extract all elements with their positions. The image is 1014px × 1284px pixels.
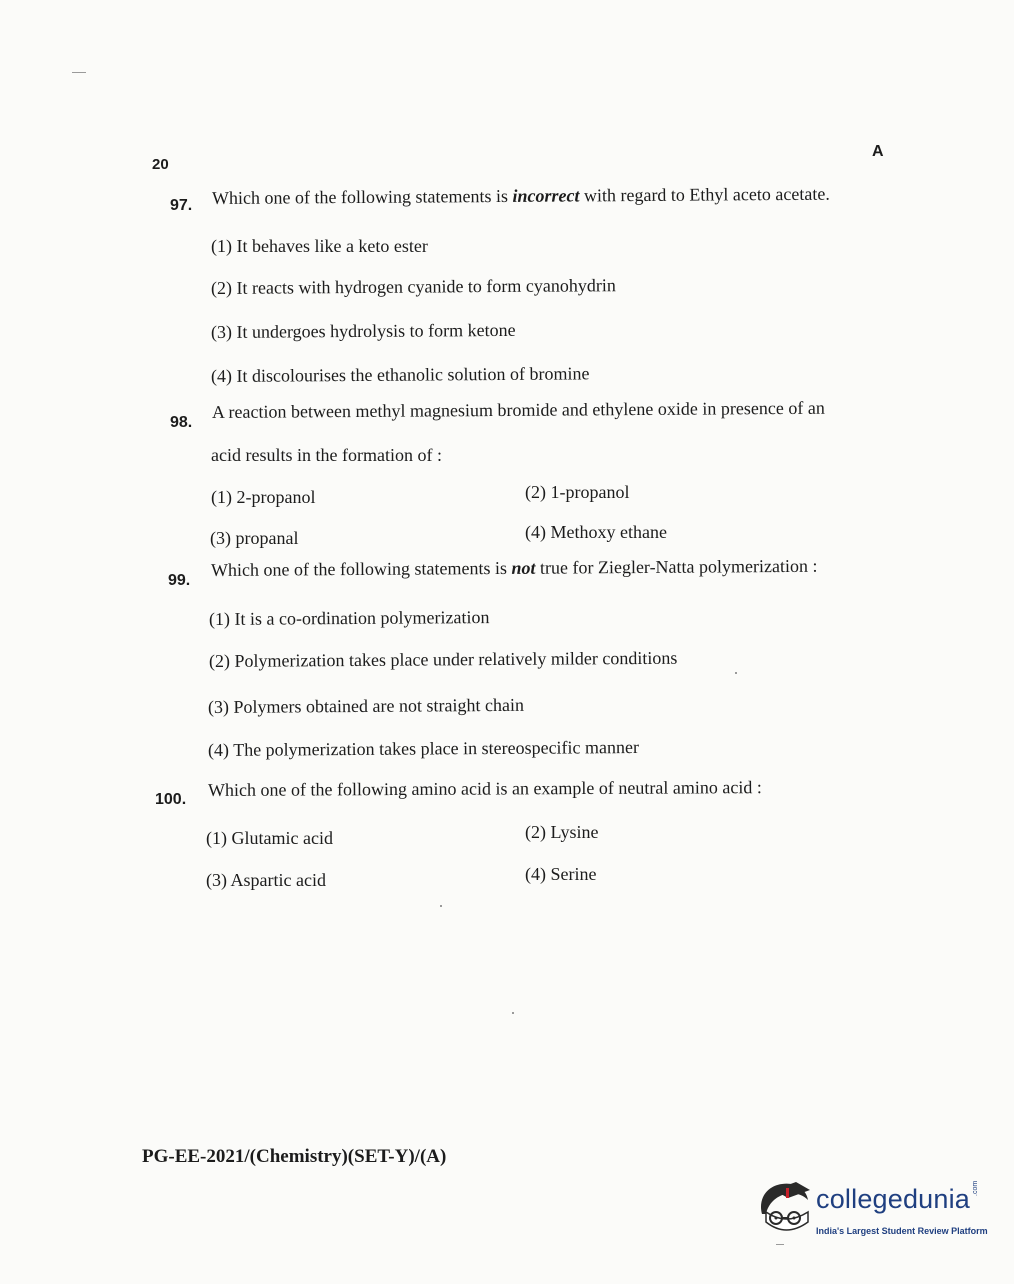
option-98-4: (4) Methoxy ethane [525,522,667,542]
page-number: 20 [152,156,169,173]
option-100-4: (4) Serine [525,864,597,884]
option-97-2: (2) It reacts with hydrogen cyanide to form cyanohydrin [210,275,616,298]
question-text-part: with regard to Ethyl aceto acetate. [579,183,830,206]
option-99-3: (3) Polymers obtained are not straight chain [207,694,524,717]
brand-wordmark: collegedunia [816,1184,971,1214]
option-99-4: (4) The polymerization takes place in stereospecific manner [207,736,640,760]
option-97-3: (3) It undergoes hydrolysis to form ketone [210,319,516,342]
question-emphasis: not [511,557,536,578]
scan-speck [440,905,442,907]
option-99-2: (2) Polymerization takes place under relatively milder conditions [208,647,678,671]
question-number-99: 99. [168,572,191,589]
question-number-97: 97. [170,197,193,214]
option-97-4: (4) It discolourises the ethanolic solution of bromine [210,363,590,386]
brand-tagline: India's Largest Student Review Platform [816,1226,988,1236]
question-emphasis: incorrect [512,185,580,206]
mascot-icon [756,1178,814,1240]
scan-mark [72,72,86,73]
question-text-100: Which one of the following amino acid is an example of neutral amino acid : [207,777,762,800]
question-text-part: Which one of the following statements is [210,557,512,580]
option-97-1: (1) It behaves like a keto ester [211,236,428,256]
option-99-1: (1) It is a co-ordination polymerization [208,607,490,629]
brand-domain-suffix: .com [972,1180,979,1196]
collegedunia-watermark [756,1178,996,1248]
question-number-98: 98. [170,414,193,431]
question-text-part: Which one of the following statements is [211,185,513,208]
option-100-3: (3) Aspartic acid [206,870,326,890]
scan-speck [512,1012,514,1014]
question-text-98-line1: A reaction between methyl magnesium bromide and ethylene oxide in presence of an [211,397,825,422]
exam-code-footer: PG-EE-2021/(Chemistry)(SET-Y)/(A) [142,1146,447,1167]
option-98-2: (2) 1-propanol [525,482,630,502]
option-100-1: (1) Glutamic acid [206,828,333,848]
question-number-100: 100. [155,791,187,808]
option-98-1: (1) 2-propanol [211,487,316,507]
option-100-2: (2) Lysine [525,822,599,842]
scan-speck [735,672,737,674]
question-text-99 [211,556,818,581]
question-text-97 [212,184,830,209]
set-letter: A [872,143,884,160]
question-text-part: true for Ziegler-Natta polymerization : [535,555,818,578]
question-text-98-line2: acid results in the formation of : [211,445,442,465]
option-98-3: (3) propanal [210,528,299,548]
